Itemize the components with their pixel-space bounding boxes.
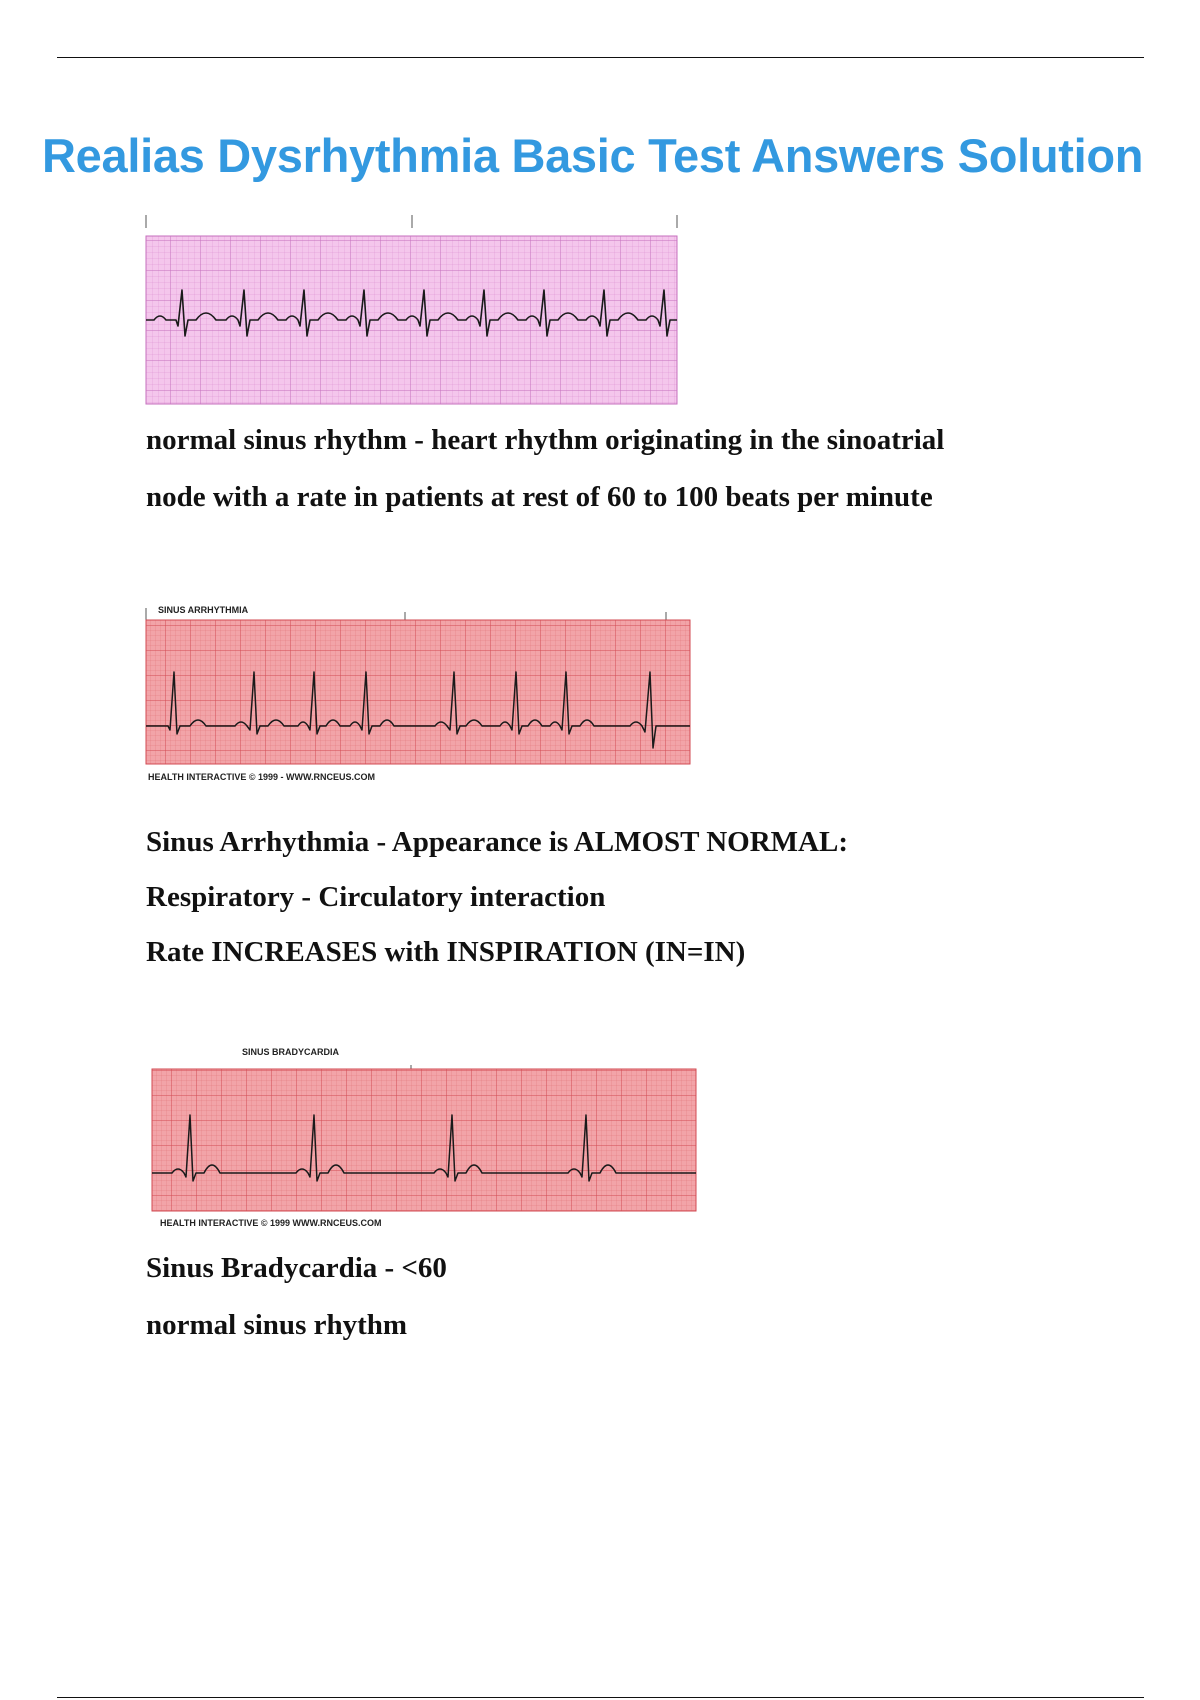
footer-rule [57,1697,1144,1698]
normal-sinus-definition: normal sinus rhythm - heart rhythm originating in the sinoatrial node with a rate in patients at rest of 60 to 100 beats per minute [146,424,945,513]
strip-footer: HEALTH INTERACTIVE © 1999 - WWW.RNCEUS.COM [148,772,375,782]
strip-footer: HEALTH INTERACTIVE © 1999 WWW.RNCEUS.COM [160,1218,382,1228]
strip-heading: SINUS BRADYCARDIA [242,1047,340,1057]
sinus-bradycardia-description: Sinus Bradycardia - <60 normal sinus rhythm [146,1252,447,1341]
ecg-strip-sinus-bradycardia [146,1045,706,1230]
strip-heading: SINUS ARRHYTHMIA [158,605,249,615]
page-title: Realias Dysrhythmia Basic Test Answers Solution [42,129,1144,182]
header-rule [57,57,1144,58]
sinus-arrhythmia-description: Sinus Arrhythmia - Appearance is ALMOST NORMAL: Respiratory - Circulatory interaction Rate INCREASES with INSPIRATION (IN=IN) [146,826,848,968]
ecg-strip-normal-sinus [140,210,680,410]
ecg-strip-sinus-arrhythmia [140,600,700,785]
